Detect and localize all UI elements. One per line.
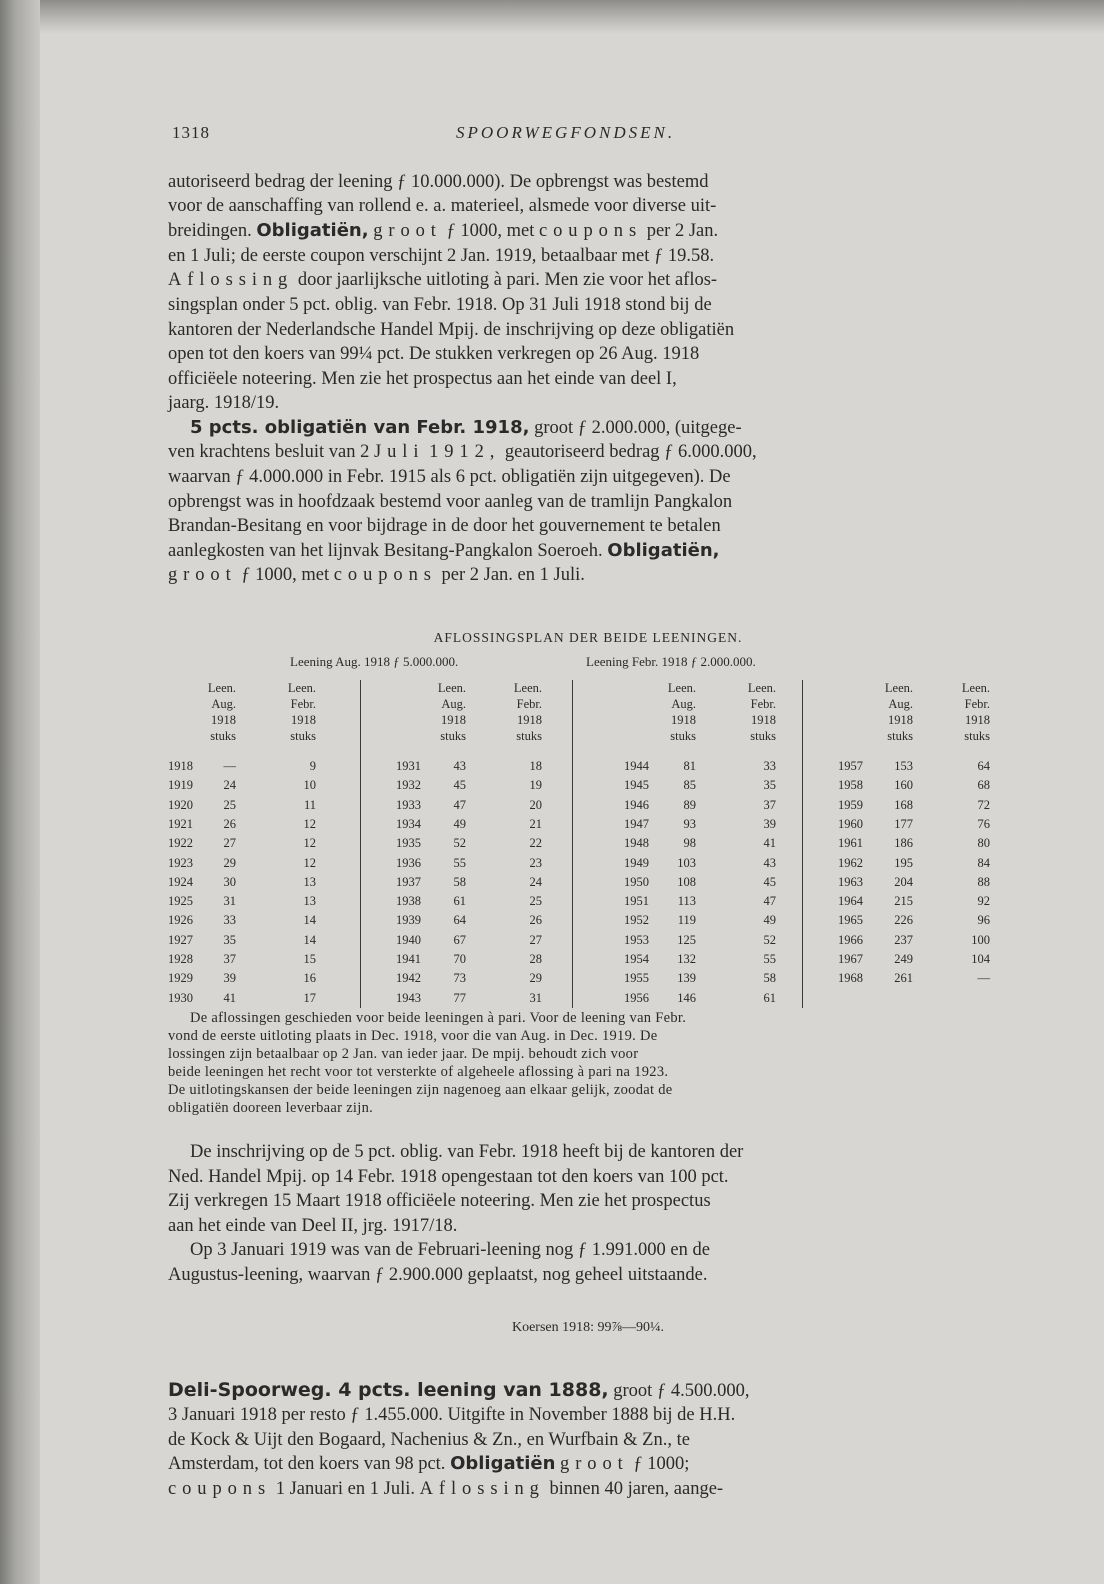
aug-cell: 49 [453, 816, 466, 831]
prices-line: Koersen 1918: 99⅞—90¼. [511, 1320, 665, 1335]
column-divider [572, 680, 573, 1008]
table-row [168, 854, 1008, 872]
year-cell: 1949 [624, 855, 649, 870]
feb-cell: 92 [977, 894, 990, 909]
year-cell: 1942 [396, 971, 421, 986]
bold-heading: Obligatiën, [607, 540, 720, 561]
feb-cell: 16 [303, 971, 316, 986]
book-binding-shadow [0, 0, 40, 1584]
text-line: 3 Januari 1918 per resto ƒ 1.455.000. Uitgifte in November 1888 bij de H.H. [168, 1405, 736, 1425]
text-line: De inschrijving op de 5 pct. oblig. van Febr. 1918 heeft bij de kantoren der [190, 1142, 744, 1162]
feb-cell: 27 [529, 932, 542, 947]
year-cell: 1951 [624, 894, 649, 909]
aug-cell: 85 [683, 778, 696, 793]
aug-cell: 77 [453, 990, 466, 1005]
note-line: De uitlotingskansen der beide leeningen zijn nagenoeg aan elkaar gelijk, zoodat de [168, 1082, 673, 1098]
feb-cell: 31 [529, 990, 542, 1005]
feb-cell: 64 [977, 759, 990, 773]
aug-cell: 119 [677, 913, 696, 928]
feb-cell: 68 [977, 778, 990, 793]
feb-cell: 104 [971, 952, 990, 966]
aug-cell: 73 [453, 971, 466, 986]
feb-cell: 12 [303, 836, 316, 851]
aug-cell: 177 [894, 816, 913, 831]
feb-cell: 29 [529, 971, 542, 986]
text-line: ven krachtens besluit van 2 Juli 1912, geautoriseerd bedrag ƒ 6.000.000, [168, 442, 757, 462]
aug-cell: 30 [223, 874, 236, 889]
feb-cell: 35 [763, 778, 776, 793]
year-cell: 1931 [396, 759, 421, 773]
text-line: voor de aanschaffing van rollend e. a. materieel, alsmede voor diverse uit- [168, 196, 717, 216]
aug-cell: 249 [894, 952, 913, 966]
year-cell: 1927 [168, 932, 193, 947]
aug-cell: 108 [677, 874, 696, 889]
text-line: Op 3 Januari 1919 was van de Februari-leening nog ƒ 1.991.000 en de [190, 1240, 710, 1260]
feb-cell: 61 [763, 990, 776, 1005]
year-cell: 1939 [396, 913, 421, 928]
year-cell: 1924 [168, 874, 193, 889]
aug-cell: 64 [453, 913, 466, 928]
column-divider [360, 680, 361, 1008]
table-row [168, 873, 1008, 891]
feb-cell: 14 [303, 913, 316, 928]
column-header: Leen. Febr. 1918 stuks [287, 681, 316, 743]
aug-cell: 29 [223, 855, 236, 870]
aug-cell: 125 [677, 932, 696, 947]
feb-cell: 9 [309, 759, 316, 773]
aug-cell: 45 [453, 778, 466, 793]
bold-heading: Obligatiën, [256, 220, 369, 241]
feb-cell: 28 [529, 952, 542, 966]
text-line: Ned. Handel Mpij. op 14 Febr. 1918 opengestaan tot den koers van 100 pct. [168, 1167, 729, 1187]
column-header: Leen. Febr. 1918 stuks [747, 681, 776, 743]
year-cell: 1940 [396, 932, 421, 947]
feb-cell: 18 [529, 759, 542, 773]
text-line: coupons 1 Januari en 1 Juli. Aflossing binnen 40 jaren, aange- [168, 1479, 724, 1499]
text-line: Deli-Spoorweg. 4 pcts. leening van 1888, groot ƒ 4.500.000, [168, 1379, 750, 1401]
table-row [168, 796, 1008, 814]
year-cell: 1922 [168, 836, 193, 851]
feb-cell: 22 [529, 836, 542, 851]
year-cell: 1950 [624, 874, 649, 889]
feb-cell: 19 [529, 778, 542, 793]
section-title: SPOORWEGFONDSEN. [456, 123, 676, 142]
aug-cell: 215 [894, 894, 913, 909]
aug-cell: 146 [677, 990, 696, 1005]
year-cell: 1923 [168, 855, 193, 870]
aug-cell: 160 [894, 778, 913, 793]
column-header: Leen. Aug. 1918 stuks [667, 681, 696, 743]
column-divider [802, 680, 803, 1008]
feb-cell: 15 [303, 952, 316, 966]
table-row [168, 815, 1008, 833]
aug-cell: 93 [683, 816, 696, 831]
year-cell: 1921 [168, 816, 193, 831]
aug-cell: 25 [223, 797, 236, 812]
column-header: Leen. Febr. 1918 stuks [513, 681, 542, 743]
aug-cell: 31 [223, 894, 236, 909]
bold-heading: Obligatiën [450, 1453, 556, 1474]
aug-cell: 261 [894, 971, 913, 986]
feb-cell: 17 [303, 990, 316, 1005]
table-caption: AFLOSSINGSPLAN DER BEIDE LEENINGEN. [433, 630, 743, 645]
year-cell: 1919 [168, 778, 193, 793]
year-cell: 1957 [838, 759, 863, 773]
aug-cell: 47 [453, 797, 466, 812]
feb-cell: 24 [529, 874, 542, 889]
year-cell: 1945 [624, 778, 649, 793]
running-head [168, 123, 1008, 147]
aug-cell: 58 [453, 874, 466, 889]
text-line: waarvan ƒ 4.000.000 in Febr. 1915 als 6 pct. obligatiën zijn uitgegeven). De [168, 467, 731, 487]
aug-cell: 43 [453, 759, 466, 773]
table-row [168, 776, 1008, 794]
year-cell: 1925 [168, 894, 193, 909]
feb-cell: 100 [971, 932, 990, 947]
text-line: aanlegkosten van het lijnvak Besitang-Pangkalon Soeroeh. Obligatiën, [168, 540, 720, 561]
year-cell: 1948 [624, 836, 649, 851]
text-line: autoriseerd bedrag der leening ƒ 10.000.000). De opbrengst was bestemd [168, 172, 709, 192]
year-cell: 1947 [624, 816, 649, 831]
feb-cell: 25 [529, 894, 542, 909]
feb-cell: 47 [763, 894, 776, 909]
feb-cell: 58 [763, 971, 776, 986]
aug-cell: 139 [677, 971, 696, 986]
feb-cell: 12 [303, 816, 316, 831]
feb-cell: 80 [977, 836, 990, 851]
table-row [168, 911, 1008, 929]
feb-cell: 55 [763, 952, 776, 966]
year-cell: 1932 [396, 778, 421, 793]
aug-cell: 67 [453, 932, 466, 947]
feb-cell: 11 [303, 797, 316, 812]
feb-cell: 96 [977, 913, 990, 928]
feb-cell: 12 [303, 855, 316, 870]
year-cell: 1967 [838, 952, 863, 966]
aug-cell: 24 [223, 778, 236, 793]
text-line: Zij verkregen 15 Maart 1918 officiëele noteering. Men zie het prospectus [168, 1191, 711, 1211]
note-line: beide leeningen het recht voor tot versterkte of algeheele aflossing à pari na 1923. [168, 1064, 669, 1080]
aug-cell: — [223, 759, 236, 773]
year-cell: 1929 [168, 971, 193, 986]
year-cell: 1930 [168, 990, 193, 1005]
aug-cell: 113 [677, 894, 696, 909]
feb-cell: 33 [763, 759, 776, 773]
text-line: opbrengst was in hoofdzaak bestemd voor aanleg van de tramlijn Pangkalon [168, 492, 733, 512]
year-cell: 1920 [168, 797, 193, 812]
table-row [168, 989, 1008, 1007]
aug-cell: 35 [223, 932, 236, 947]
column-header: Leen. Aug. 1918 stuks [884, 681, 913, 743]
year-cell: 1928 [168, 952, 193, 966]
feb-cell: 72 [977, 797, 990, 812]
text-line: Augustus-leening, waarvan ƒ 2.900.000 geplaatst, nog geheel uitstaande. [168, 1265, 708, 1285]
text-line: open tot den koers van 99¼ pct. De stukken verkregen op 26 Aug. 1918 [168, 344, 700, 364]
text-line: 5 pcts. obligatiën van Febr. 1918, groot ƒ 2.000.000, (uitgege- [190, 417, 742, 438]
year-cell: 1966 [838, 932, 863, 947]
table-row [168, 931, 1008, 949]
feb-cell: 88 [977, 874, 990, 889]
year-cell: 1943 [396, 990, 421, 1005]
feb-cell: 49 [763, 913, 776, 928]
year-cell: 1952 [624, 913, 649, 928]
aug-cell: 61 [453, 894, 466, 909]
text-line: aan het einde van Deel II, jrg. 1917/18. [168, 1216, 458, 1236]
feb-cell: 14 [303, 932, 316, 947]
text-line: Aflossing door jaarlijksche uitloting à pari. Men zie voor het aflos- [168, 270, 718, 290]
text-line: Amsterdam, tot den koers van 98 pct. Obligatiën groot ƒ 1000; [168, 1453, 690, 1474]
year-cell: 1964 [838, 894, 863, 909]
note-line: De aflossingen geschieden voor beide leeningen à pari. Voor de leening van Febr. [190, 1010, 687, 1026]
aug-cell: 37 [223, 952, 236, 966]
bold-heading: Deli-Spoorweg. 4 pcts. leening van 1888, [168, 1379, 609, 1401]
table-row [168, 892, 1008, 910]
year-cell: 1963 [838, 874, 863, 889]
feb-cell: 52 [763, 932, 776, 947]
loan-aug-header: Leening Aug. 1918 ƒ 5.000.000. [290, 654, 459, 669]
text-line: jaarg. 1918/19. [168, 393, 280, 413]
table-row [168, 969, 1008, 987]
amortization-table [168, 757, 1008, 1009]
year-cell: 1937 [396, 874, 421, 889]
feb-cell: 26 [529, 913, 542, 928]
note-line: vond de eerste uitloting plaats in Dec. 1918, voor die van Aug. in Dec. 1919. De [168, 1028, 658, 1044]
table-row [168, 950, 1008, 968]
text-line: officiëele noteering. Men zie het prospectus aan het einde van deel I, [168, 369, 677, 389]
aug-cell: 103 [677, 855, 696, 870]
table-row [168, 834, 1008, 852]
aug-cell: 186 [894, 836, 913, 851]
aug-cell: 98 [683, 836, 696, 851]
feb-cell: 13 [303, 894, 316, 909]
column-header: Leen. Aug. 1918 stuks [207, 681, 236, 743]
year-cell: 1958 [838, 778, 863, 793]
aug-cell: 41 [223, 990, 236, 1005]
aug-cell: 89 [683, 797, 696, 812]
text-line: en 1 Juli; de eerste coupon verschijnt 2 Jan. 1919, betaalbaar met ƒ 19.58. [168, 246, 715, 266]
aug-cell: 55 [453, 855, 466, 870]
year-cell: 1968 [838, 971, 863, 986]
year-cell: 1926 [168, 913, 193, 928]
page-number: 1318 [172, 123, 210, 142]
aug-cell: 132 [677, 952, 696, 966]
table-row [168, 757, 1008, 775]
page-top-shadow [40, 0, 1104, 34]
year-cell: 1956 [624, 990, 649, 1005]
loan-feb-header: Leening Febr. 1918 ƒ 2.000.000. [586, 654, 756, 669]
feb-cell: — [977, 971, 990, 986]
feb-cell: 39 [763, 816, 776, 831]
year-cell: 1935 [396, 836, 421, 851]
feb-cell: 20 [529, 797, 542, 812]
column-header: Leen. Aug. 1918 stuks [437, 681, 466, 743]
year-cell: 1961 [838, 836, 863, 851]
feb-cell: 21 [529, 816, 542, 831]
bold-heading: 5 pcts. obligatiën van Febr. 1918, [190, 417, 530, 438]
aug-cell: 204 [894, 874, 913, 889]
feb-cell: 10 [303, 778, 316, 793]
year-cell: 1965 [838, 913, 863, 928]
aug-cell: 237 [894, 932, 913, 947]
year-cell: 1953 [624, 932, 649, 947]
feb-cell: 37 [763, 797, 776, 812]
year-cell: 1946 [624, 797, 649, 812]
year-cell: 1959 [838, 797, 863, 812]
year-cell: 1955 [624, 971, 649, 986]
aug-cell: 70 [453, 952, 466, 966]
aug-cell: 52 [453, 836, 466, 851]
note-line: obligatiën dooreen leverbaar zijn. [168, 1100, 374, 1116]
year-cell: 1933 [396, 797, 421, 812]
feb-cell: 43 [763, 855, 776, 870]
year-cell: 1934 [396, 816, 421, 831]
aug-cell: 226 [894, 913, 913, 928]
text-line: singsplan onder 5 pct. oblig. van Febr. 1918. Op 31 Juli 1918 stond bij de [168, 295, 712, 315]
text-line: kantoren der Nederlandsche Handel Mpij. de inschrijving op deze obligatiën [168, 320, 735, 340]
aug-cell: 39 [223, 971, 236, 986]
feb-cell: 41 [763, 836, 776, 851]
year-cell: 1962 [838, 855, 863, 870]
year-cell: 1954 [624, 952, 649, 966]
year-cell: 1960 [838, 816, 863, 831]
text-line: de Kock & Uijt den Bogaard, Nachenius & Zn., en Wurfbain & Zn., te [168, 1430, 690, 1450]
aug-cell: 168 [894, 797, 913, 812]
year-cell: 1918 [168, 759, 193, 773]
text-line: groot ƒ 1000, met coupons per 2 Jan. en 1 Juli. [168, 565, 585, 585]
text-line: Brandan-Besitang en voor bijdrage in de door het gouvernement te betalen [168, 516, 721, 536]
feb-cell: 76 [977, 816, 990, 831]
feb-cell: 45 [763, 874, 776, 889]
column-header: Leen. Febr. 1918 stuks [961, 681, 990, 743]
year-cell: 1936 [396, 855, 421, 870]
aug-cell: 153 [894, 759, 913, 773]
feb-cell: 23 [529, 855, 542, 870]
text-line: breidingen. Obligatiën, groot ƒ 1000, met coupons per 2 Jan. [168, 220, 719, 241]
aug-cell: 195 [894, 855, 913, 870]
feb-cell: 13 [303, 874, 316, 889]
aug-cell: 81 [683, 759, 696, 773]
note-line: lossingen zijn betaalbaar op 2 Jan. van ieder jaar. De mpij. behoudt zich voor [168, 1046, 639, 1062]
aug-cell: 26 [223, 816, 236, 831]
year-cell: 1944 [624, 759, 649, 773]
feb-cell: 84 [977, 855, 990, 870]
year-cell: 1941 [396, 952, 421, 966]
aug-cell: 33 [223, 913, 236, 928]
year-cell: 1938 [396, 894, 421, 909]
aug-cell: 27 [223, 836, 236, 851]
